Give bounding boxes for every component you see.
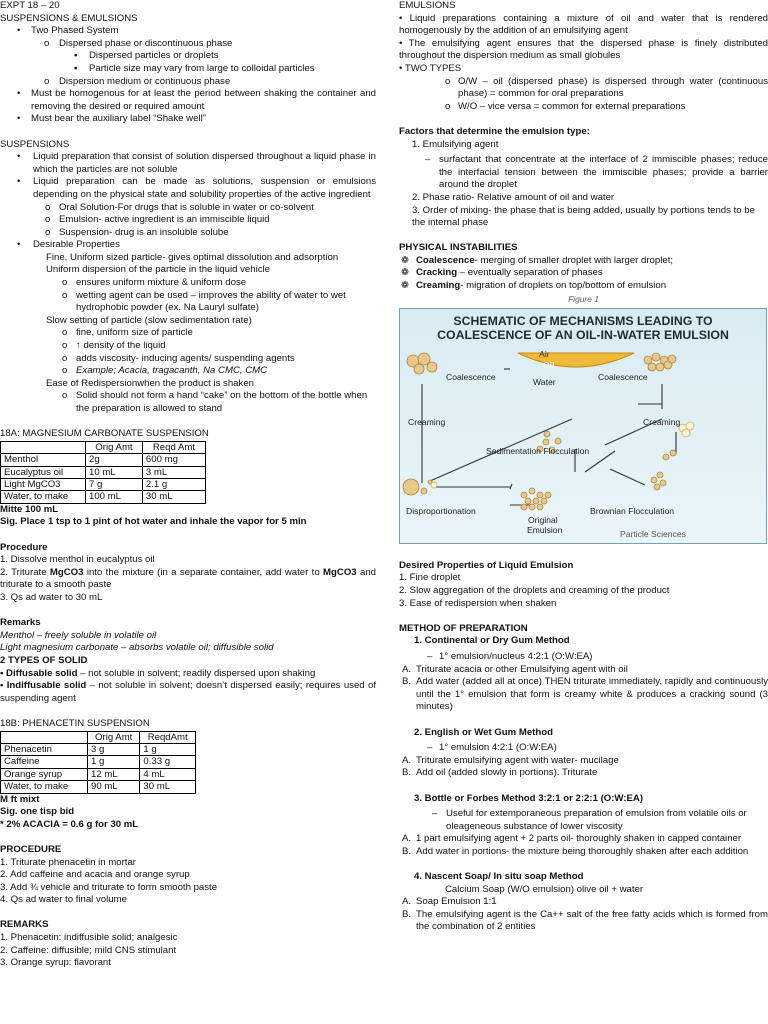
emulsion-point: • TWO TYPES: [399, 62, 462, 74]
remarks-title: Remarks: [0, 617, 41, 629]
list-item: o adds viscosity- inducing agents/ suspending agents: [62, 352, 295, 364]
table-cell: 100 mL: [86, 491, 143, 503]
flower-bullet-icon: ❁: [401, 267, 410, 279]
remark-line: Menthol – freely soluble in volatile oil: [0, 629, 157, 641]
list-item: A. 1 part emulsifying agent + 2 parts oil- thoroughly shaken in capped container: [402, 833, 742, 845]
label-coalescence-left: Coalescence: [446, 372, 496, 383]
procedure-step: 3. Qs ad water to 30 mL: [0, 591, 103, 603]
list-item: Uniform dispersion of the particle in the liquid vehicle: [46, 264, 270, 276]
table-header: [1, 731, 88, 743]
table-cell: Light MgCO3: [1, 479, 86, 491]
table-cell: Phenacetin: [1, 743, 88, 755]
procedure-step: 1. Triturate phenacetin in mortar: [0, 856, 136, 868]
emulsion-point: • Liquid preparations containing a mixture of oil and water that is rendered homogenously by the addition of an emulsifying agent: [399, 12, 768, 37]
mgco3-table: [0, 441, 206, 504]
list-item: • Must be homogenous for at least the period between shaking the container and removing the desired or required amount: [17, 88, 376, 112]
factor-item: 2. Phase ratio- Relative amount of oil and water: [412, 191, 615, 203]
procedure-title: PROCEDURE: [0, 843, 62, 855]
mft-line: M ft mixt: [0, 793, 40, 805]
list-item: o ↑ density of the liquid: [62, 340, 166, 352]
method-subline: Calcium Soap (W/O emulsion) olive oil + water: [445, 883, 644, 895]
table-cell: 0.33 g: [140, 756, 196, 768]
list-item: • Two Phased System: [17, 25, 119, 37]
instability-item: ❁ Coalescence- merging of smaller droplet with larger droplet;: [401, 254, 674, 266]
desired-item: 2. Slow aggregation of the droplets and creaming of the product: [399, 585, 670, 597]
method-heading: 2. English or Wet Gum Method: [414, 726, 553, 738]
table-header: Orig Amt: [86, 441, 143, 453]
list-item: – surfactant that concentrate at the interface of 2 immiscible phases; reduce the interfacial tension between the immiscible phases; provide a barrier around the droplet: [425, 154, 768, 191]
procedure-step: 2. Triturate MgCO3 into the mixture (in a separate container, add water to MgCO3 and triturate to a smooth paste: [0, 566, 376, 591]
list-item: A. Triturate acacia or other Emulsifying agent with oil: [402, 663, 628, 675]
table-cell: 1 g: [140, 743, 196, 755]
sig-line: Sig. Place 1 tsp to 1 pint of hot water and inhale the vapor for 5 min: [0, 516, 307, 528]
table-header-row: [1, 441, 206, 453]
procedure-step: 4. Qs ad water to final volume: [0, 894, 127, 906]
emulsion-mechanism-figure: [399, 308, 767, 544]
table-cell: 30 mL: [142, 491, 205, 503]
list-item: o Oral Solution-For drugs that is soluble in water or co-solvent: [45, 201, 314, 213]
list-item: • Must bear the auxiliary label “Shake well”: [17, 113, 206, 125]
procedure-step: 3. Add ¾ vehicle and triturate to form smooth paste: [0, 881, 218, 893]
label-sedimentation-flocculation: Sedimentation Flocculation: [486, 446, 590, 457]
list-item: ▪ Particle size may vary from large to colloidal particles: [74, 62, 315, 74]
table-cell: 90 mL: [88, 781, 140, 793]
list-item: o wetting agent can be used – improves the ability of water to wet hydrophobic powder (ex. Na Lauryl sulfate): [62, 289, 346, 314]
table-header: Orig Amt: [88, 731, 140, 743]
table-cell: 600 mg: [142, 454, 205, 466]
section-title-phenacetin: 18B: PHENACETIN SUSPENSION: [0, 717, 150, 729]
table-cell: 2.1 g: [142, 479, 205, 491]
list-item: • Desirable Properties: [17, 239, 120, 251]
list-item: o Dispersion medium or continuous phase: [44, 75, 231, 87]
label-water: Water: [533, 377, 556, 388]
table-cell: Caffeine: [1, 756, 88, 768]
list-item: B. Add water in portions- the mixture being thoroughly shaken after each addition: [402, 845, 749, 857]
figure-title-line-2: COALESCENCE OF AN OIL-IN-WATER EMULSION: [437, 328, 729, 343]
table-cell: 10 mL: [86, 466, 143, 478]
remark-line: 3. Orange syrup: flavorant: [0, 957, 111, 969]
phenacetin-table: [0, 731, 196, 794]
list-item: o O/W – oil (dispersed phase) is dispersed through water (continuous phase) = common for oral preparations: [445, 75, 768, 100]
list-item: – 1° emulsion 4:2:1 (O:W:EA): [427, 742, 557, 754]
table-cell: Eucalyptus oil: [1, 466, 86, 478]
table-row: [1, 479, 206, 491]
table-header: [1, 441, 86, 453]
remark-line: Light magnesium carbonate – absorbs volatile oil; diffusible solid: [0, 642, 274, 654]
list-item: Slow setting of particle (slow sedimentation rate): [46, 314, 252, 326]
table-cell: 3 mL: [142, 466, 205, 478]
section-title-emulsions: EMULSIONS: [399, 0, 456, 11]
list-item: • Liquid preparation that consist of solution dispersed throughout a liquid phase in which the particles are not soluble: [17, 151, 376, 175]
list-item: ▪ Dispersed particles or droplets: [74, 50, 219, 62]
label-particle-sciences: Particle Sciences: [620, 529, 686, 540]
section-title-mgco3: 18A: MAGNESIUM CARBONATE SUSPENSION: [0, 428, 209, 440]
type-line: • Indiffusable solid – not soluble in solvent; doesn’t dispersed easily; requires used of suspending agent: [0, 680, 376, 704]
table-cell: 12 mL: [88, 768, 140, 780]
acacia-line: * 2% ACACIA = 0.6 g for 30 mL: [0, 818, 139, 830]
method-heading: 3. Bottle or Forbes Method 3:2:1 or 2:2:1 (O:W:EA): [414, 792, 644, 804]
table-cell: 7 g: [86, 479, 143, 491]
table-row: [1, 743, 196, 755]
table-cell: Orange syrup: [1, 768, 88, 780]
factor-item: 1. Emulsifying agent: [412, 138, 499, 150]
label-coalescence-right: Coalescence: [598, 372, 648, 383]
table-row: [1, 454, 206, 466]
list-item: A. Soap Emulsion 1:1: [402, 896, 497, 908]
table-row: [1, 466, 206, 478]
label-creaming-left: Creaming: [408, 417, 446, 428]
table-row: [1, 781, 196, 793]
table-row: [1, 491, 206, 503]
table-header: Reqd Amt: [142, 441, 205, 453]
instability-item: ❁ Cracking – eventually separation of phases: [401, 267, 603, 279]
table-cell: Menthol: [1, 454, 86, 466]
table-cell: 2g: [86, 454, 143, 466]
table-header-row: [1, 731, 196, 743]
physical-instabilities-title: PHYSICAL INSTABILITIES: [399, 242, 518, 254]
procedure-step: 2. Add caffeine and acacia and orange syrup: [0, 869, 190, 881]
sig-line: Sig. one tisp bid: [0, 806, 75, 818]
list-item: • Liquid preparation can be made as solutions, suspension or emulsions depending on the physical state and solubility properties of the active ingredient: [17, 176, 376, 200]
table-cell: Water, to make: [1, 781, 88, 793]
flower-bullet-icon: ❁: [401, 254, 410, 266]
list-item: B. Add water (added all at once) THEN triturate immediately, rapidly and continuously until the 1° emulsion that form is creamy white & produces a cracking sound (3 minutes): [402, 676, 768, 713]
procedure-step: 1. Dissolve menthol in eucalyptus oil: [0, 554, 155, 566]
emulsion-point: • The emulsifying agent ensures that the dispersed phase is finely distributed throughout the dispersion medium as small globules: [399, 37, 768, 62]
table-cell: 3 g: [88, 743, 140, 755]
list-item: o Example; Acacia, tragacanth, Na CMC, CMC: [62, 365, 268, 377]
label-oil: Oil: [543, 360, 555, 371]
figure-caption: Figure 1: [568, 293, 599, 304]
table-cell: Water, to make: [1, 491, 86, 503]
table-cell: 4 mL: [140, 768, 196, 780]
list-item: A. Triturate emulsifying agent with water- mucilage: [402, 754, 619, 766]
list-item: – 1° emulsion/nucleus 4:2:1 (O:W:EA): [427, 651, 593, 662]
factors-title: Factors that determine the emulsion type:: [399, 125, 590, 137]
remark-line: 1. Phenacetin: indiffusible solid; analgesic: [0, 932, 178, 944]
list-item: o Solid should not form a hand “cake” on the bottom of the bottle when the preparation is allowed to stand: [62, 390, 368, 414]
types-title: 2 TYPES OF SOLID: [0, 654, 88, 666]
label-air: Air: [539, 349, 550, 360]
section-title-suspensions: SUSPENSIONS: [0, 138, 70, 150]
list-item: o W/O – vice versa = common for external preparations: [445, 100, 686, 112]
label-original: Original: [528, 515, 558, 526]
method-title: METHOD OF PREPARATION: [399, 622, 528, 634]
mitte-line: Mitte 100 mL: [0, 503, 59, 515]
list-item: o Emulsion- active ingredient is an immiscible liquid: [45, 214, 270, 226]
doc-header: EXPT 18 – 20: [0, 0, 60, 11]
right-column: [399, 0, 768, 934]
label-brownian-flocculation: Brownian Flocculation: [590, 506, 675, 517]
procedure-title: Procedure: [0, 541, 48, 553]
label-emulsion: Emulsion: [527, 525, 563, 536]
method-heading: 4. Nascent Soap/ In situ soap Method: [414, 871, 584, 883]
table-cell: 1 g: [88, 756, 140, 768]
list-item: B. The emulsifying agent is the Ca++ salt of the free fatty acids which is formed from the combination of 2 entities: [402, 908, 768, 933]
section-title-suspensions-emulsions: SUSPENSIONS & EMULSIONS: [0, 12, 138, 24]
list-item: – Useful for extemporaneous preparation of emulsion from volatile oils or oleageneous substance of lower viscosity: [432, 808, 747, 832]
remarks-title: REMARKS: [0, 919, 49, 931]
instability-item: ❁ Creaming- migration of droplets on top/bottom of emulsion: [401, 280, 667, 292]
list-item: o Suspension- drug is an insoluble solube: [45, 226, 229, 238]
factor-item: 3. Order of mixing- the phase that is being added, usually by portions tends to be the internal phase: [412, 204, 755, 229]
desired-properties-title: Desired Properties of Liquid Emulsion: [399, 559, 574, 571]
remark-line: 2. Caffeine: diffusible; mild CNS stimulant: [0, 944, 177, 956]
table-row: [1, 768, 196, 780]
label-disproportionation: Disproportionation: [406, 506, 476, 517]
label-creaming-right: Creaming: [643, 417, 681, 428]
list-item: o Dispersed phase or discontinuous phase: [44, 37, 233, 49]
table-header: ReqdAmt: [140, 731, 196, 743]
type-line: • Diffusable solid – not soluble in solvent; readily dispersed upon shaking: [0, 667, 316, 679]
table-cell: 30 mL: [140, 781, 196, 793]
left-column: [0, 0, 376, 970]
table-row: [1, 756, 196, 768]
flower-bullet-icon: ❁: [401, 280, 410, 292]
list-item: Fine, Uniform sized particle- gives optimal dissolution and adsorption: [46, 251, 339, 263]
list-item: B. Add oil (added slowly in portions). Triturate: [402, 767, 598, 779]
desired-item: 3. Ease of redispersion when shaken: [399, 597, 557, 609]
figure-title-line-1: SCHEMATIC OF MECHANISMS LEADING TO: [453, 314, 713, 329]
list-item: Ease of Redispersionwhen the product is shaken: [46, 377, 254, 389]
list-item: o ensures uniform mixture & uniform dose: [62, 277, 247, 289]
desired-item: 1. Fine droplet: [399, 572, 461, 584]
method-heading: 1. Continental or Dry Gum Method: [414, 635, 570, 647]
list-item: o fine, uniform size of particle: [62, 327, 193, 339]
